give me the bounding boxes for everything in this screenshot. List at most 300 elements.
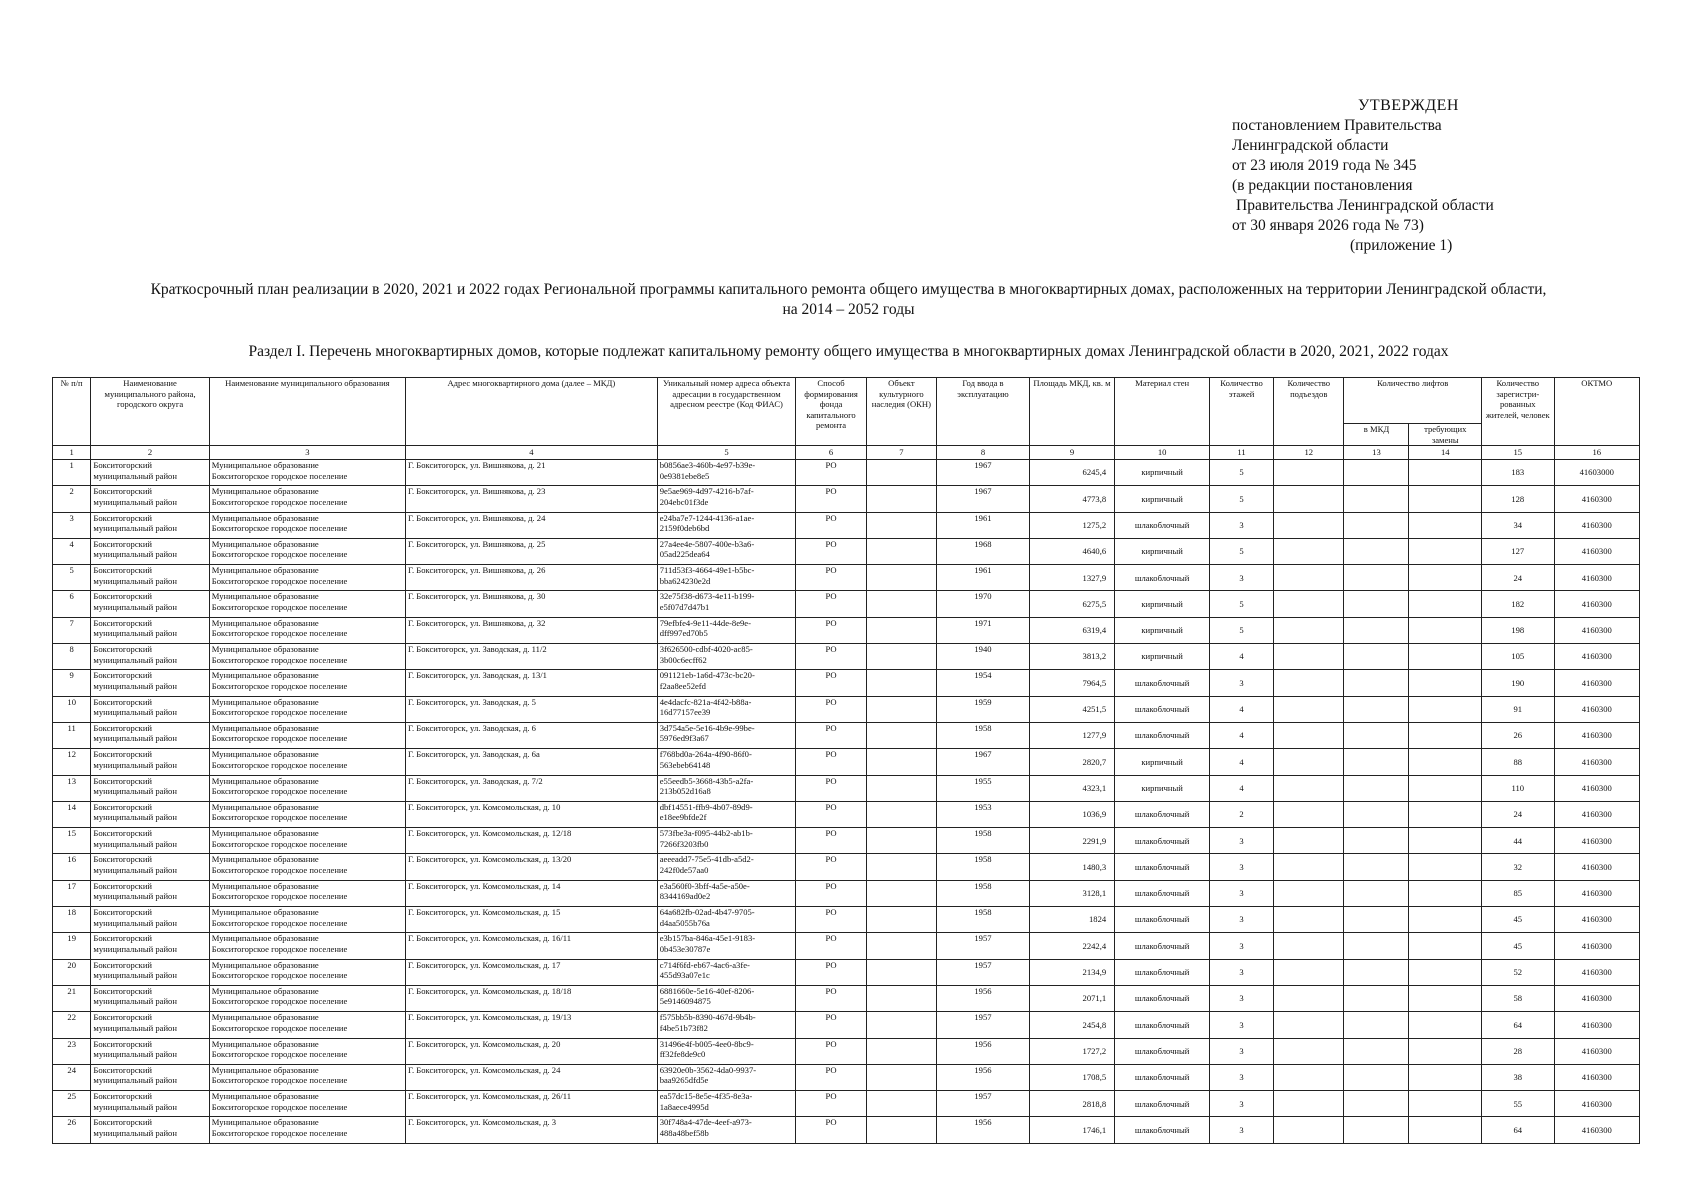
municipality-cell-line: Муниципальное образование <box>211 460 319 470</box>
area-cell: 3128,1 <box>1029 880 1114 906</box>
okn-cell <box>866 880 936 906</box>
district-cell-line: Бокситогорский <box>93 1064 153 1075</box>
lifts-mkd-cell <box>1344 538 1409 564</box>
document-title-line: Краткосрочный план реализации в 2020, 2021 и 2022 годах Региональной программы капитального ремонта общего имущества в многоквартирных домах, расположенных на территории Ленинградской области, <box>150 281 1547 298</box>
lifts-mkd-cell <box>1344 565 1409 591</box>
fias-cell-line: b0856ae3-460b-4e97-b39e- <box>659 460 756 470</box>
column-number: 12 <box>1274 446 1344 460</box>
floors-cell: 5 <box>1210 486 1274 512</box>
entrances-cell <box>1274 1117 1344 1143</box>
municipality-cell <box>209 591 405 617</box>
district-cell-line: муниципальный район <box>93 917 177 928</box>
municipality-cell-line: Муниципальное образование <box>211 486 319 497</box>
address-cell: Г. Бокситогорск, ул. Вишнякова, д. 25 <box>406 538 658 564</box>
residents-cell: 45 <box>1482 933 1555 959</box>
oktmo-cell: 4160300 <box>1554 880 1639 906</box>
address-cell: Г. Бокситогорск, ул. Комсомольская, д. 19/13 <box>406 1012 658 1038</box>
okn-cell <box>866 1038 936 1064</box>
fias-cell-line: f2aa8ee52efd <box>659 680 706 691</box>
header-district: Наименование муниципального района, городского округа <box>91 378 209 446</box>
address-cell: Г. Бокситогорск, ул. Комсомольская, д. 18/18 <box>406 985 658 1011</box>
district-cell-line: муниципальный район <box>93 1022 177 1033</box>
oktmo-cell: 4160300 <box>1554 538 1639 564</box>
municipality-cell-line: Муниципальное образование <box>211 985 319 996</box>
fias-cell-line: f575bb5b-8390-467d-9b4b- <box>659 1012 756 1023</box>
lifts-mkd-cell <box>1344 512 1409 538</box>
lifts-replace-cell <box>1409 460 1482 486</box>
address-cell: Г. Бокситогорск, ул. Заводская, д. 6а <box>406 749 658 775</box>
municipality-cell-line: Муниципальное образование <box>211 775 319 786</box>
fund-cell: РО <box>796 959 866 985</box>
okn-cell <box>866 985 936 1011</box>
district-cell-line: Бокситогорский <box>93 749 153 760</box>
table-header-row <box>53 378 1640 424</box>
district-cell-line: муниципальный район <box>93 496 177 507</box>
district-cell-line: Бокситогорский <box>93 854 153 865</box>
district-cell-line: муниципальный район <box>93 707 177 718</box>
fias-cell <box>657 801 796 827</box>
residents-cell: 45 <box>1482 907 1555 933</box>
district-cell <box>91 565 209 591</box>
residents-cell: 24 <box>1482 801 1555 827</box>
lifts-replace-cell <box>1409 565 1482 591</box>
column-number: 3 <box>209 446 405 460</box>
lifts-replace-cell <box>1409 486 1482 512</box>
municipality-cell <box>209 1038 405 1064</box>
table-row <box>53 565 1640 591</box>
residents-cell: 88 <box>1482 749 1555 775</box>
fias-cell <box>657 538 796 564</box>
fias-cell <box>657 644 796 670</box>
fias-cell-line: 563ebeb64148 <box>659 759 711 770</box>
table-row <box>53 670 1640 696</box>
area-cell: 1727,2 <box>1029 1038 1114 1064</box>
year-cell: 1958 <box>937 880 1030 906</box>
lifts-replace-cell <box>1409 696 1482 722</box>
fias-cell-line: d4aa5055b76a <box>659 917 710 928</box>
lifts-mkd-cell <box>1344 933 1409 959</box>
residents-cell: 64 <box>1482 1117 1555 1143</box>
column-number: 15 <box>1482 446 1555 460</box>
lifts-replace-cell <box>1409 749 1482 775</box>
lifts-replace-cell <box>1409 644 1482 670</box>
fias-cell-line: e18ee9bfde2f <box>659 812 707 823</box>
fias-cell-line: 64a682fb-02ad-4b47-9705- <box>659 907 755 918</box>
address-cell: Г. Бокситогорск, ул. Комсомольская, д. 15 <box>406 907 658 933</box>
okn-cell <box>866 933 936 959</box>
document-title-line: на 2014 – 2052 годы <box>782 301 915 318</box>
oktmo-cell: 4160300 <box>1554 591 1639 617</box>
district-cell <box>91 959 209 985</box>
row-number: 3 <box>53 512 91 538</box>
header-num: № п/п <box>53 378 91 446</box>
table-row <box>53 828 1640 854</box>
year-cell: 1961 <box>937 512 1030 538</box>
district-cell-line: муниципальный район <box>93 733 177 744</box>
district-cell <box>91 486 209 512</box>
fias-cell-line: f4be51b73f82 <box>659 1022 708 1033</box>
district-cell-line: Бокситогорский <box>93 933 153 944</box>
district-cell-line: Бокситогорский <box>93 880 153 891</box>
year-cell: 1957 <box>937 933 1030 959</box>
municipality-cell-line: Бокситогорское городское поселение <box>211 470 348 481</box>
floors-cell: 3 <box>1210 1117 1274 1143</box>
fias-cell-line: 31496e4f-b005-4ee0-8bc9- <box>659 1038 754 1049</box>
area-cell: 3813,2 <box>1029 644 1114 670</box>
lifts-replace-cell <box>1409 828 1482 854</box>
document-title <box>0 280 1697 320</box>
district-cell-line: Бокситогорский <box>93 1091 153 1102</box>
address-cell: Г. Бокситогорск, ул. Комсомольская, д. 20 <box>406 1038 658 1064</box>
district-cell-line: муниципальный район <box>93 1049 177 1060</box>
fias-cell <box>657 880 796 906</box>
lifts-replace-cell <box>1409 591 1482 617</box>
municipality-cell-line: Муниципальное образование <box>211 907 319 918</box>
area-cell: 2134,9 <box>1029 959 1114 985</box>
okn-cell <box>866 1012 936 1038</box>
fias-cell-line: 32e75f38-d673-4e11-b199- <box>659 591 755 602</box>
header-municipality: Наименование муниципального образования <box>209 378 405 446</box>
area-cell: 1327,9 <box>1029 565 1114 591</box>
address-cell: Г. Бокситогорск, ул. Комсомольская, д. 24 <box>406 1064 658 1090</box>
floors-cell: 4 <box>1210 696 1274 722</box>
row-number: 16 <box>53 854 91 880</box>
floors-cell: 3 <box>1210 1091 1274 1117</box>
entrances-cell <box>1274 565 1344 591</box>
district-cell-line: Бокситогорский <box>93 512 153 523</box>
entrances-cell <box>1274 1091 1344 1117</box>
fias-cell <box>657 907 796 933</box>
residents-cell: 198 <box>1482 617 1555 643</box>
municipality-cell <box>209 1064 405 1090</box>
row-number: 21 <box>53 985 91 1011</box>
year-cell: 1956 <box>937 1038 1030 1064</box>
municipality-cell-line: Муниципальное образование <box>211 1012 319 1023</box>
district-cell-line: муниципальный район <box>93 523 177 534</box>
okn-cell <box>866 1117 936 1143</box>
table-row <box>53 749 1640 775</box>
material-cell: шлакоблочный <box>1115 907 1210 933</box>
fias-cell <box>657 775 796 801</box>
entrances-cell <box>1274 1012 1344 1038</box>
material-cell: шлакоблочный <box>1115 1012 1210 1038</box>
oktmo-cell: 4160300 <box>1554 617 1639 643</box>
district-cell <box>91 880 209 906</box>
okn-cell <box>866 538 936 564</box>
fias-cell-line: 3d754a5e-5e16-4b9e-99be- <box>659 722 755 733</box>
oktmo-cell: 4160300 <box>1554 933 1639 959</box>
row-number: 12 <box>53 749 91 775</box>
material-cell: шлакоблочный <box>1115 696 1210 722</box>
fias-cell-line: 4e4dacfc-821a-4f42-b88a- <box>659 696 752 707</box>
okn-cell <box>866 749 936 775</box>
year-cell: 1967 <box>937 486 1030 512</box>
row-number: 10 <box>53 696 91 722</box>
district-cell-line: Бокситогорский <box>93 828 153 839</box>
municipality-cell-line: Муниципальное образование <box>211 959 319 970</box>
residents-cell: 64 <box>1482 1012 1555 1038</box>
district-cell-line: муниципальный район <box>93 786 177 797</box>
year-cell: 1953 <box>937 801 1030 827</box>
district-cell <box>91 907 209 933</box>
approval-line: постановлением Правительства <box>1232 117 1442 134</box>
entrances-cell <box>1274 696 1344 722</box>
lifts-replace-cell <box>1409 959 1482 985</box>
district-cell-line: Бокситогорский <box>93 985 153 996</box>
municipality-cell <box>209 985 405 1011</box>
municipality-cell <box>209 617 405 643</box>
district-cell <box>91 722 209 748</box>
header-floors: Количество этажей <box>1210 378 1274 446</box>
fias-cell-line: ff32fe8de9c0 <box>659 1049 706 1060</box>
table-row <box>53 512 1640 538</box>
municipality-cell-line: Бокситогорское городское поселение <box>211 891 348 902</box>
entrances-cell <box>1274 854 1344 880</box>
year-cell: 1958 <box>937 722 1030 748</box>
municipality-cell <box>209 722 405 748</box>
lifts-replace-cell <box>1409 1012 1482 1038</box>
fias-cell-line: 213b052d16a8 <box>659 786 711 797</box>
municipality-cell <box>209 670 405 696</box>
column-number: 8 <box>937 446 1030 460</box>
municipality-cell-line: Бокситогорское городское поселение <box>211 786 348 797</box>
header-lifts-mkd: в МКД <box>1344 424 1409 446</box>
district-cell-line: Бокситогорский <box>93 460 153 470</box>
material-cell: шлакоблочный <box>1115 1091 1210 1117</box>
fias-cell-line: 63920e0b-3562-4da0-9937- <box>659 1064 757 1075</box>
table-row <box>53 1038 1640 1064</box>
address-cell: Г. Бокситогорск, ул. Заводская, д. 7/2 <box>406 775 658 801</box>
residents-cell: 58 <box>1482 985 1555 1011</box>
lifts-replace-cell <box>1409 933 1482 959</box>
area-cell: 4640,6 <box>1029 538 1114 564</box>
residents-cell: 55 <box>1482 1091 1555 1117</box>
oktmo-cell: 4160300 <box>1554 801 1639 827</box>
fund-cell: РО <box>796 644 866 670</box>
column-number: 5 <box>657 446 796 460</box>
address-cell: Г. Бокситогорск, ул. Вишнякова, д. 32 <box>406 617 658 643</box>
district-cell-line: муниципальный район <box>93 759 177 770</box>
year-cell: 1954 <box>937 670 1030 696</box>
row-number: 11 <box>53 722 91 748</box>
approval-line: от 30 января 2026 года № 73) <box>1232 217 1424 234</box>
year-cell: 1957 <box>937 1012 1030 1038</box>
residents-cell: 105 <box>1482 644 1555 670</box>
lifts-mkd-cell <box>1344 1038 1409 1064</box>
municipality-cell <box>209 907 405 933</box>
lifts-mkd-cell <box>1344 907 1409 933</box>
district-cell <box>91 828 209 854</box>
entrances-cell <box>1274 722 1344 748</box>
fund-cell: РО <box>796 565 866 591</box>
year-cell: 1970 <box>937 591 1030 617</box>
column-number: 16 <box>1554 446 1639 460</box>
lifts-mkd-cell <box>1344 617 1409 643</box>
municipality-cell-line: Муниципальное образование <box>211 880 319 891</box>
area-cell: 1480,3 <box>1029 854 1114 880</box>
approval-line: Правительства Ленинградской области <box>1236 197 1494 214</box>
fund-cell: РО <box>796 828 866 854</box>
district-cell-line: Бокситогорский <box>93 644 153 655</box>
address-cell: Г. Бокситогорск, ул. Заводская, д. 5 <box>406 696 658 722</box>
lifts-replace-cell <box>1409 854 1482 880</box>
fias-cell-line: bba624230e2d <box>659 575 711 586</box>
approval-line: (в редакции постановления <box>1232 177 1413 194</box>
row-number: 22 <box>53 1012 91 1038</box>
municipality-cell-line: Бокситогорское городское поселение <box>211 496 348 507</box>
municipality-cell-line: Муниципальное образование <box>211 1117 319 1128</box>
residents-cell: 32 <box>1482 854 1555 880</box>
fias-cell-line: f768bd0a-264a-4f90-86f0- <box>659 749 752 760</box>
floors-cell: 4 <box>1210 722 1274 748</box>
district-cell-line: Бокситогорский <box>93 775 153 786</box>
district-cell-line: муниципальный район <box>93 864 177 875</box>
table-row <box>53 696 1640 722</box>
fund-cell: РО <box>796 486 866 512</box>
fund-cell: РО <box>796 670 866 696</box>
fias-cell-line: 091121eb-1a6d-473c-bc20- <box>659 670 755 681</box>
year-cell: 1957 <box>937 1091 1030 1117</box>
address-cell: Г. Бокситогорск, ул. Комсомольская, д. 26/11 <box>406 1091 658 1117</box>
entrances-cell <box>1274 1064 1344 1090</box>
residents-cell: 110 <box>1482 775 1555 801</box>
municipality-cell-line: Бокситогорское городское поселение <box>211 943 348 954</box>
residents-cell: 182 <box>1482 591 1555 617</box>
residents-cell: 52 <box>1482 959 1555 985</box>
municipality-cell-line: Бокситогорское городское поселение <box>211 549 348 560</box>
floors-cell: 4 <box>1210 644 1274 670</box>
district-cell-line: муниципальный район <box>93 970 177 981</box>
year-cell: 1940 <box>937 644 1030 670</box>
district-cell-line: Бокситогорский <box>93 959 153 970</box>
entrances-cell <box>1274 828 1344 854</box>
area-cell: 6319,4 <box>1029 617 1114 643</box>
lifts-mkd-cell <box>1344 486 1409 512</box>
area-cell: 2291,9 <box>1029 828 1114 854</box>
residents-cell: 44 <box>1482 828 1555 854</box>
address-cell: Г. Бокситогорск, ул. Вишнякова, д. 21 <box>406 460 658 486</box>
lifts-mkd-cell <box>1344 591 1409 617</box>
address-cell: Г. Бокситогорск, ул. Заводская, д. 11/2 <box>406 644 658 670</box>
address-cell: Г. Бокситогорск, ул. Вишнякова, д. 30 <box>406 591 658 617</box>
address-cell: Г. Бокситогорск, ул. Заводская, д. 13/1 <box>406 670 658 696</box>
floors-cell: 3 <box>1210 880 1274 906</box>
area-cell: 2454,8 <box>1029 1012 1114 1038</box>
okn-cell <box>866 696 936 722</box>
floors-cell: 3 <box>1210 985 1274 1011</box>
fias-cell-line: 204ebc01f3de <box>659 496 709 507</box>
fias-cell-line: baa9265dfd5e <box>659 1075 709 1086</box>
column-number: 7 <box>866 446 936 460</box>
floors-cell: 3 <box>1210 670 1274 696</box>
lifts-mkd-cell <box>1344 1091 1409 1117</box>
year-cell: 1971 <box>937 617 1030 643</box>
district-cell-line: Бокситогорский <box>93 696 153 707</box>
okn-cell <box>866 959 936 985</box>
district-cell-line: Бокситогорский <box>93 1012 153 1023</box>
entrances-cell <box>1274 644 1344 670</box>
header-fias: Уникальный номер адреса объекта адресации в государственном адресном реестре (Код ФИАС) <box>657 378 796 446</box>
header-residents: Количество зарегистри-рованных жителей, человек <box>1482 378 1555 446</box>
fund-cell: РО <box>796 591 866 617</box>
fund-cell: РО <box>796 617 866 643</box>
residents-cell: 190 <box>1482 670 1555 696</box>
fias-cell-line: c714f6fd-eb67-4ac6-a3fe- <box>659 959 750 970</box>
fias-cell-line: 573fbe3a-f095-44b2-ab1b- <box>659 828 753 839</box>
fias-cell <box>657 1117 796 1143</box>
lifts-replace-cell <box>1409 880 1482 906</box>
fias-cell <box>657 670 796 696</box>
district-cell-line: Бокситогорский <box>93 486 153 497</box>
district-cell <box>91 1117 209 1143</box>
lifts-mkd-cell <box>1344 801 1409 827</box>
oktmo-cell: 4160300 <box>1554 1012 1639 1038</box>
residents-cell: 34 <box>1482 512 1555 538</box>
table-row <box>53 591 1640 617</box>
row-number: 5 <box>53 565 91 591</box>
district-cell-line: муниципальный район <box>93 1101 177 1112</box>
floors-cell: 3 <box>1210 565 1274 591</box>
district-cell-line: Бокситогорский <box>93 670 153 681</box>
fund-cell: РО <box>796 460 866 486</box>
table-row <box>53 538 1640 564</box>
municipality-cell-line: Бокситогорское городское поселение <box>211 970 348 981</box>
municipality-cell <box>209 801 405 827</box>
material-cell: шлакоблочный <box>1115 1064 1210 1090</box>
year-cell: 1956 <box>937 1117 1030 1143</box>
entrances-cell <box>1274 1038 1344 1064</box>
area-cell: 4773,8 <box>1029 486 1114 512</box>
district-cell-line: муниципальный район <box>93 549 177 560</box>
entrances-cell <box>1274 801 1344 827</box>
fias-cell <box>657 749 796 775</box>
fias-cell-line: ea57dc15-8e5e-4f35-8e3a- <box>659 1091 753 1102</box>
entrances-cell <box>1274 880 1344 906</box>
oktmo-cell: 4160300 <box>1554 565 1639 591</box>
residents-cell: 127 <box>1482 538 1555 564</box>
district-cell <box>91 985 209 1011</box>
material-cell: шлакоблочный <box>1115 512 1210 538</box>
approval-block <box>1232 96 1494 256</box>
floors-cell: 3 <box>1210 1038 1274 1064</box>
header-oktmo: ОКТМО <box>1554 378 1639 446</box>
row-number: 18 <box>53 907 91 933</box>
lifts-replace-cell <box>1409 512 1482 538</box>
lifts-replace-cell <box>1409 617 1482 643</box>
fund-cell: РО <box>796 749 866 775</box>
okn-cell <box>866 854 936 880</box>
oktmo-cell: 4160300 <box>1554 1117 1639 1143</box>
residents-cell: 183 <box>1482 460 1555 486</box>
table-row <box>53 644 1640 670</box>
district-cell <box>91 617 209 643</box>
floors-cell: 3 <box>1210 907 1274 933</box>
year-cell: 1968 <box>937 538 1030 564</box>
fund-cell: РО <box>796 854 866 880</box>
district-cell-line: Бокситогорский <box>93 565 153 576</box>
fias-cell-line: 3f626500-cdbf-4020-ac85- <box>659 644 753 655</box>
municipality-cell-line: Бокситогорское городское поселение <box>211 917 348 928</box>
area-cell: 4323,1 <box>1029 775 1114 801</box>
fias-cell-line: 16d77157ee39 <box>659 707 711 718</box>
district-cell <box>91 644 209 670</box>
year-cell: 1967 <box>937 749 1030 775</box>
fias-cell-line: e3a560f0-3bff-4a5e-a50e- <box>659 880 750 891</box>
oktmo-cell: 4160300 <box>1554 828 1639 854</box>
residents-cell: 24 <box>1482 565 1555 591</box>
lifts-mkd-cell <box>1344 670 1409 696</box>
approval-line: от 23 июля 2019 года № 345 <box>1232 157 1417 174</box>
